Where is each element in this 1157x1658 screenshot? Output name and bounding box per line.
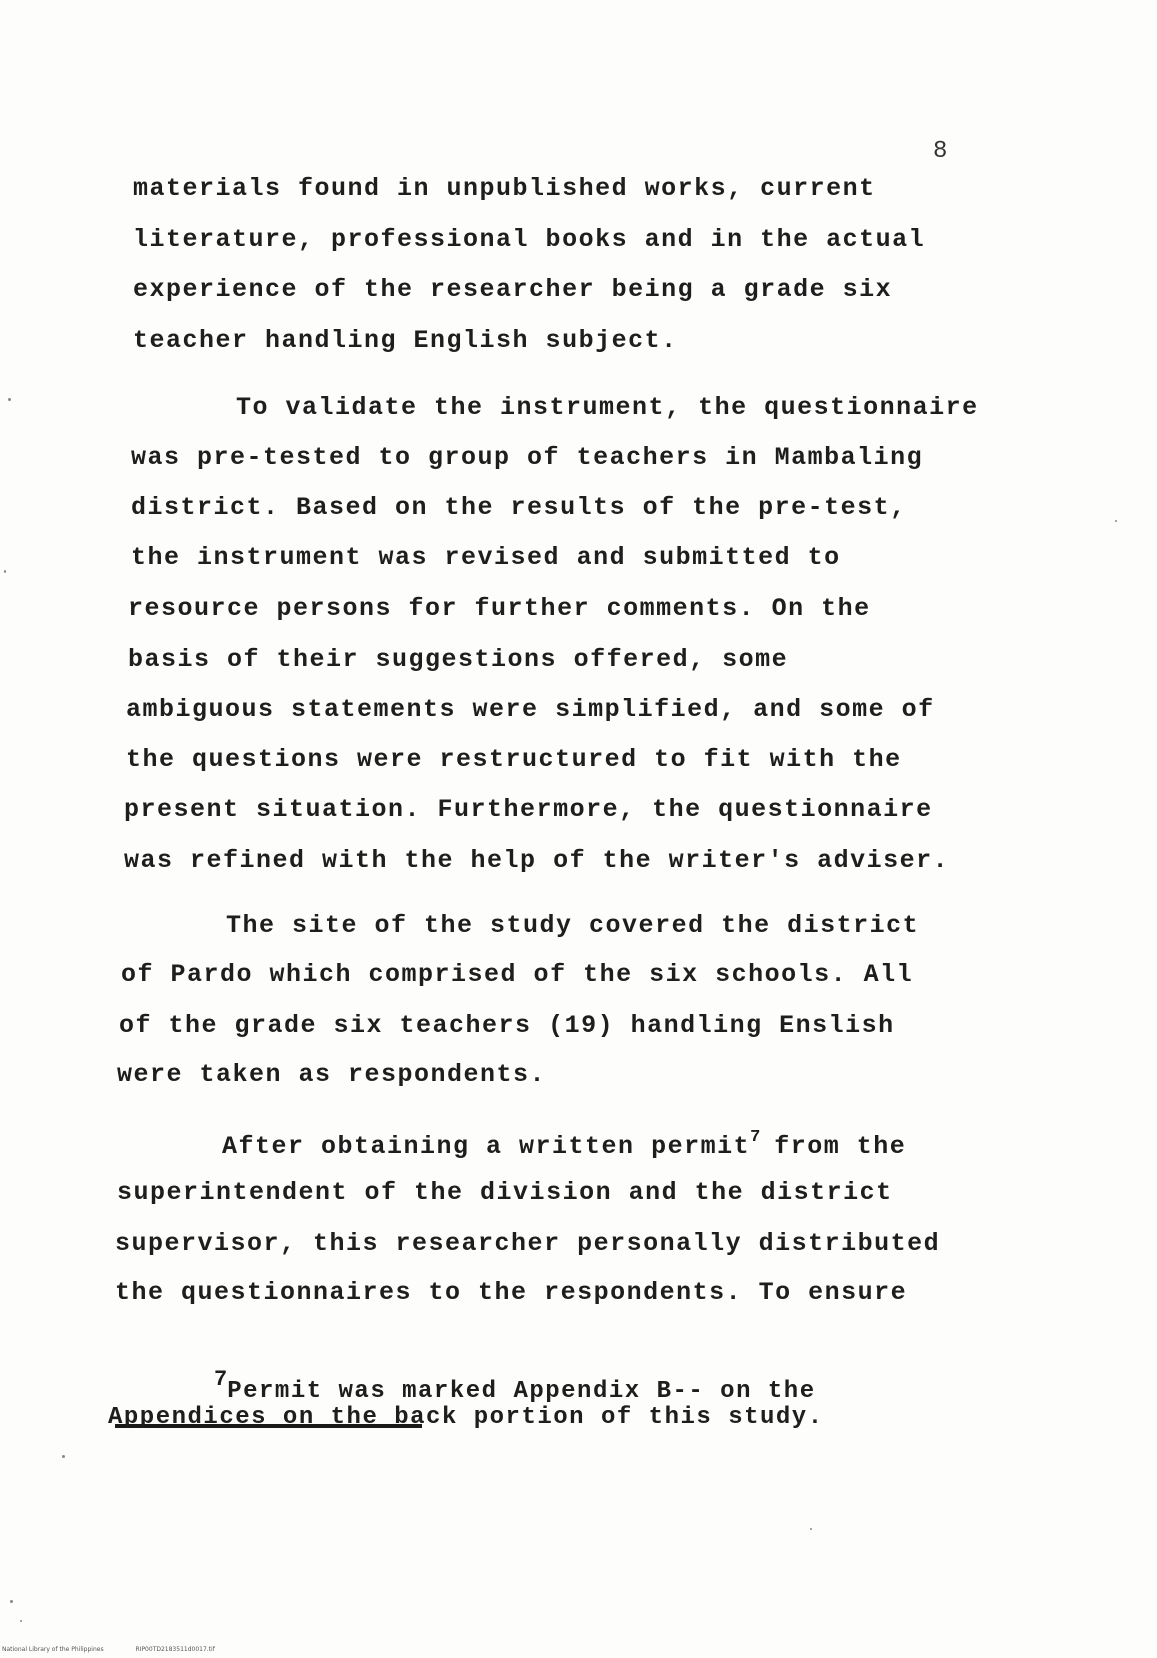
text-line: district. Based on the results of the pre-test,: [131, 493, 907, 522]
text-line: superintendent of the division and the district: [117, 1178, 893, 1207]
library-name: National Library of the Philippines: [2, 1646, 104, 1653]
text-line: present situation. Furthermore, the questionnaire: [124, 795, 933, 824]
text-line: literature, professional books and in the actual: [133, 225, 926, 254]
text-line: ambiguous statements were simplified, and some of: [126, 695, 935, 724]
text-line: [222, 1128, 906, 1161]
text-line: was pre-tested to group of teachers in Mambaling: [131, 443, 924, 472]
file-id: RIP00TD2183511d0017.tif: [135, 1646, 215, 1653]
text-line: was refined with the help of the writer's adviser.: [124, 846, 950, 875]
text-run: from the: [774, 1132, 907, 1161]
scan-speckle: [810, 1528, 812, 1530]
text-line: of the grade six teachers (19) handling Enslish: [119, 1011, 895, 1040]
scan-speckle: [1115, 520, 1117, 522]
text-line: supervisor, this researcher personally distributed: [115, 1229, 941, 1258]
scan-speckle: [10, 1600, 13, 1603]
text-line: the questionnaires to the respondents. To ensure: [115, 1278, 908, 1307]
scan-speckle: [20, 1620, 22, 1622]
scan-speckle: [62, 1455, 65, 1458]
text-line: basis of their suggestions offered, some: [128, 645, 789, 674]
text-run: After obtaining a written permit: [222, 1132, 751, 1161]
scan-speckle: [4, 570, 6, 573]
text-line: the questions were restructured to fit with the: [126, 745, 902, 774]
text-line: experience of the researcher being a grade six: [133, 275, 893, 304]
text-line: materials found in unpublished works, current: [133, 174, 876, 203]
footnote-marker: 7: [214, 1367, 228, 1392]
scan-speckle: [8, 398, 11, 401]
page-number: 8: [933, 138, 948, 165]
footnote-reference: 7: [750, 1128, 761, 1147]
text-line: the instrument was revised and submitted to: [131, 543, 841, 572]
footnote-line: Appendices on the back portion of this study.: [108, 1404, 824, 1431]
text-line: of Pardo which comprised of the six schools. All: [121, 960, 914, 989]
text-line: resource persons for further comments. On the: [128, 594, 871, 623]
text-line: teacher handling English subject.: [133, 326, 678, 355]
footnote-line: [214, 1367, 816, 1405]
text-line: The site of the study covered the district: [226, 911, 920, 940]
footnote-text: Permit was marked Appendix B-- on the: [227, 1378, 816, 1405]
scan-footer: [2, 1646, 245, 1653]
text-line: To validate the instrument, the questionnaire: [236, 393, 979, 422]
text-line: were taken as respondents.: [117, 1060, 547, 1089]
